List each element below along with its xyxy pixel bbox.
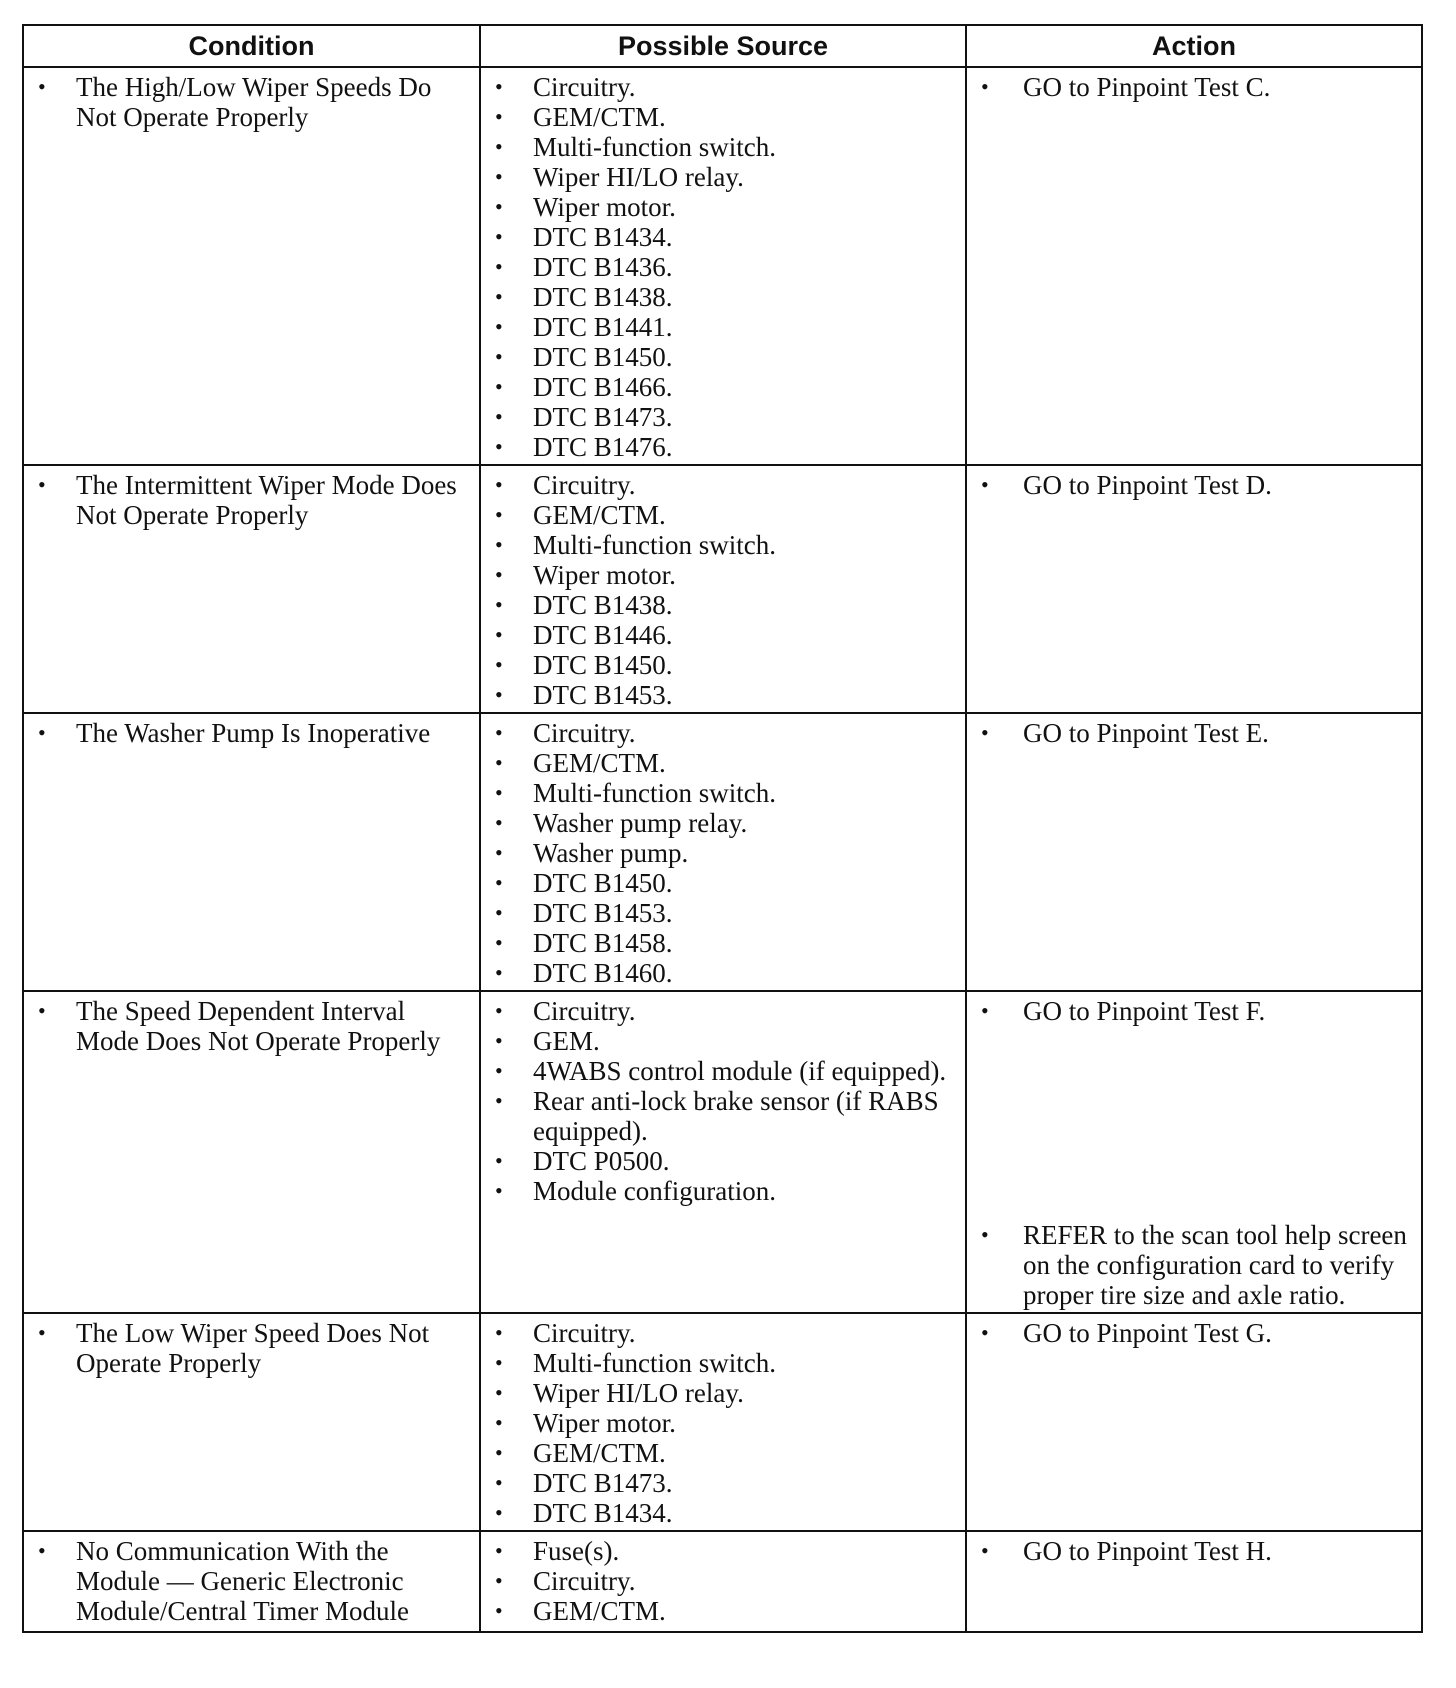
source-item: • DTC B1434. xyxy=(481,222,955,252)
action-cell xyxy=(966,465,1421,713)
action-cell xyxy=(966,1531,1421,1631)
source-item: • Module configuration. xyxy=(481,1176,955,1206)
source-item: • Circuitry. xyxy=(481,718,955,748)
action-cell xyxy=(966,713,1421,991)
table-row xyxy=(24,67,1421,465)
source-item: • DTC B1450. xyxy=(481,868,955,898)
diagnosis-table-frame xyxy=(22,24,1423,1633)
source-item: • Circuitry. xyxy=(481,996,955,1026)
source-item: • Washer pump. xyxy=(481,838,955,868)
action-item: • GO to Pinpoint Test D. xyxy=(967,470,1411,500)
action-cell xyxy=(966,67,1421,465)
condition-text: • The High/Low Wiper Speeds Do Not Operate Properly xyxy=(24,72,469,132)
table-row xyxy=(24,713,1421,991)
source-item: • Multi-function switch. xyxy=(481,132,955,162)
table-row xyxy=(24,465,1421,713)
source-item: • Wiper HI/LO relay. xyxy=(481,162,955,192)
symptom-chart-table xyxy=(24,26,1421,1631)
source-cell xyxy=(480,1531,966,1631)
action-cell xyxy=(966,991,1421,1313)
action-cell xyxy=(966,1313,1421,1531)
header-condition: Condition xyxy=(24,26,480,67)
source-item: • DTC B1441. xyxy=(481,312,955,342)
source-item: • DTC B1450. xyxy=(481,650,955,680)
source-item: • DTC B1436. xyxy=(481,252,955,282)
source-item: • DTC B1450. xyxy=(481,342,955,372)
table-row xyxy=(24,1313,1421,1531)
source-item: • Wiper motor. xyxy=(481,192,955,222)
source-item: • GEM. xyxy=(481,1026,955,1056)
condition-cell xyxy=(24,1313,480,1531)
header-action: Action xyxy=(966,26,1421,67)
source-item: • Circuitry. xyxy=(481,1318,955,1348)
action-item: • GO to Pinpoint Test C. xyxy=(967,72,1411,102)
action-item: • GO to Pinpoint Test G. xyxy=(967,1318,1411,1348)
action-item: • GO to Pinpoint Test H. xyxy=(967,1536,1411,1566)
header-possible-source: Possible Source xyxy=(480,26,966,67)
source-item: • Washer pump relay. xyxy=(481,808,955,838)
source-item: • Fuse(s). xyxy=(481,1536,955,1566)
source-item: • DTC B1458. xyxy=(481,928,955,958)
condition-cell xyxy=(24,991,480,1313)
source-cell xyxy=(480,1313,966,1531)
source-item: • Wiper HI/LO relay. xyxy=(481,1378,955,1408)
source-item: • DTC B1460. xyxy=(481,958,955,988)
source-item: • DTC B1473. xyxy=(481,402,955,432)
source-item: • GEM/CTM. xyxy=(481,500,955,530)
source-item: • DTC B1438. xyxy=(481,590,955,620)
header-row xyxy=(24,26,1421,67)
source-cell xyxy=(480,713,966,991)
source-item: • Circuitry. xyxy=(481,1566,955,1596)
source-item: • Wiper motor. xyxy=(481,560,955,590)
source-item: • 4WABS control module (if equipped). xyxy=(481,1056,955,1086)
source-item: • Circuitry. xyxy=(481,470,955,500)
condition-text: • No Communication With the Module — Generic Electronic Module/Central Timer Module xyxy=(24,1536,469,1626)
action-item: • GO to Pinpoint Test E. xyxy=(967,718,1411,748)
source-item: • DTC B1446. xyxy=(481,620,955,650)
action-item: • GO to Pinpoint Test F. xyxy=(967,996,1411,1026)
condition-cell xyxy=(24,465,480,713)
source-item: • GEM/CTM. xyxy=(481,748,955,778)
condition-text: • The Speed Dependent Interval Mode Does Not Operate Properly xyxy=(24,996,469,1056)
source-item: • DTC B1453. xyxy=(481,898,955,928)
source-item: • GEM/CTM. xyxy=(481,1438,955,1468)
source-item: • DTC B1438. xyxy=(481,282,955,312)
condition-cell xyxy=(24,1531,480,1631)
source-item: • Wiper motor. xyxy=(481,1408,955,1438)
source-item: • DTC B1466. xyxy=(481,372,955,402)
source-item: • Multi-function switch. xyxy=(481,778,955,808)
source-cell xyxy=(480,465,966,713)
source-item: • Multi-function switch. xyxy=(481,530,955,560)
condition-cell xyxy=(24,713,480,991)
condition-text: • The Washer Pump Is Inoperative xyxy=(24,718,469,748)
source-item: • GEM/CTM. xyxy=(481,102,955,132)
condition-text: • The Low Wiper Speed Does Not Operate Properly xyxy=(24,1318,469,1378)
source-item: • Circuitry. xyxy=(481,72,955,102)
source-cell xyxy=(480,991,966,1313)
source-item: • GEM/CTM. xyxy=(481,1596,955,1626)
source-item: • DTC B1476. xyxy=(481,432,955,462)
source-item: • Multi-function switch. xyxy=(481,1348,955,1378)
condition-text: • The Intermittent Wiper Mode Does Not Operate Properly xyxy=(24,470,469,530)
source-item: • DTC B1434. xyxy=(481,1498,955,1528)
action-item: • REFER to the scan tool help screen on the configuration card to verify proper tire size and axle ratio. xyxy=(967,1220,1411,1310)
table-row xyxy=(24,1531,1421,1631)
source-cell xyxy=(480,67,966,465)
source-item: • DTC P0500. xyxy=(481,1146,955,1176)
source-item: • Rear anti-lock brake sensor (if RABS equipped). xyxy=(481,1086,955,1146)
table-row xyxy=(24,991,1421,1313)
source-item: • DTC B1453. xyxy=(481,680,955,710)
condition-cell xyxy=(24,67,480,465)
source-item: • DTC B1473. xyxy=(481,1468,955,1498)
